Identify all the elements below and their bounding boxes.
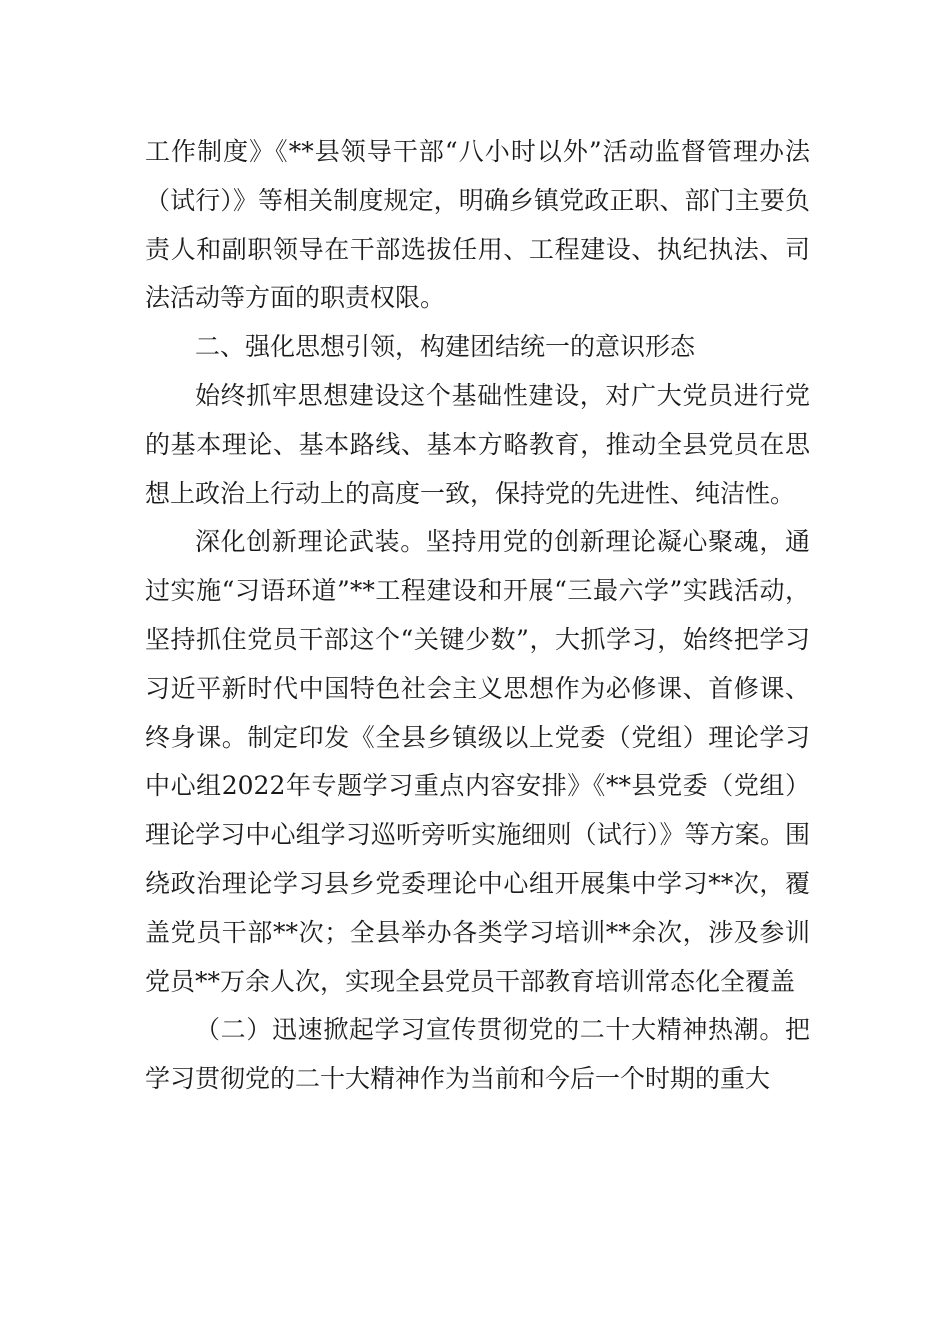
paragraph-subsection-2: （二）迅速掀起学习宣传贯彻党的二十大精神热潮。把学习贯彻党的二十大精神作为当前和今后一个时期的重大 <box>145 1015 810 1094</box>
body-text <box>145 128 810 1104</box>
paragraph-intro: 始终抓牢思想建设这个基础性建设，对广大党员进行党的基本理论、基本路线、基本方略教育，推动全县党员在思想上政治上行动上的高度一致，保持党的先进性、纯洁性。 <box>145 380 810 508</box>
paragraph-continuation: 工作制度》《**县领导干部“八小时以外”活动监督管理办法（试行）》等相关制度规定，明确乡镇党政正职、部门主要负责人和副职领导在干部选拔任用、工程建设、执纪执法、司法活动等方面的职责权限。 <box>145 137 810 313</box>
section-heading: 二、强化思想引领，构建团结统一的意识形态 <box>195 332 696 362</box>
paragraph-theory: 深化创新理论武装。坚持用党的创新理论凝心聚魂，通过实施“习语环道”**工程建设和开展“三最六学”实践活动，坚持抓住党员干部这个“关键少数”，大抓学习，始终把学习习近平新时代中国特色社会主义思想作为必修课、首修课、终身课。制定印发《全县乡镇级以上党委（党组）理论学习中心组2022年专题学习重点内容安排》《**县党委（党组）理论学习中心组学习巡听旁听实施细则（试行）》等方案。围绕政治理论学习县乡党委理论中心组开展集中学习**次，覆盖党员干部**次；全县举办各类学习培训**余次，涉及参训党员**万余人次，实现全县党员干部教育培训常态化全覆盖 <box>145 527 810 996</box>
